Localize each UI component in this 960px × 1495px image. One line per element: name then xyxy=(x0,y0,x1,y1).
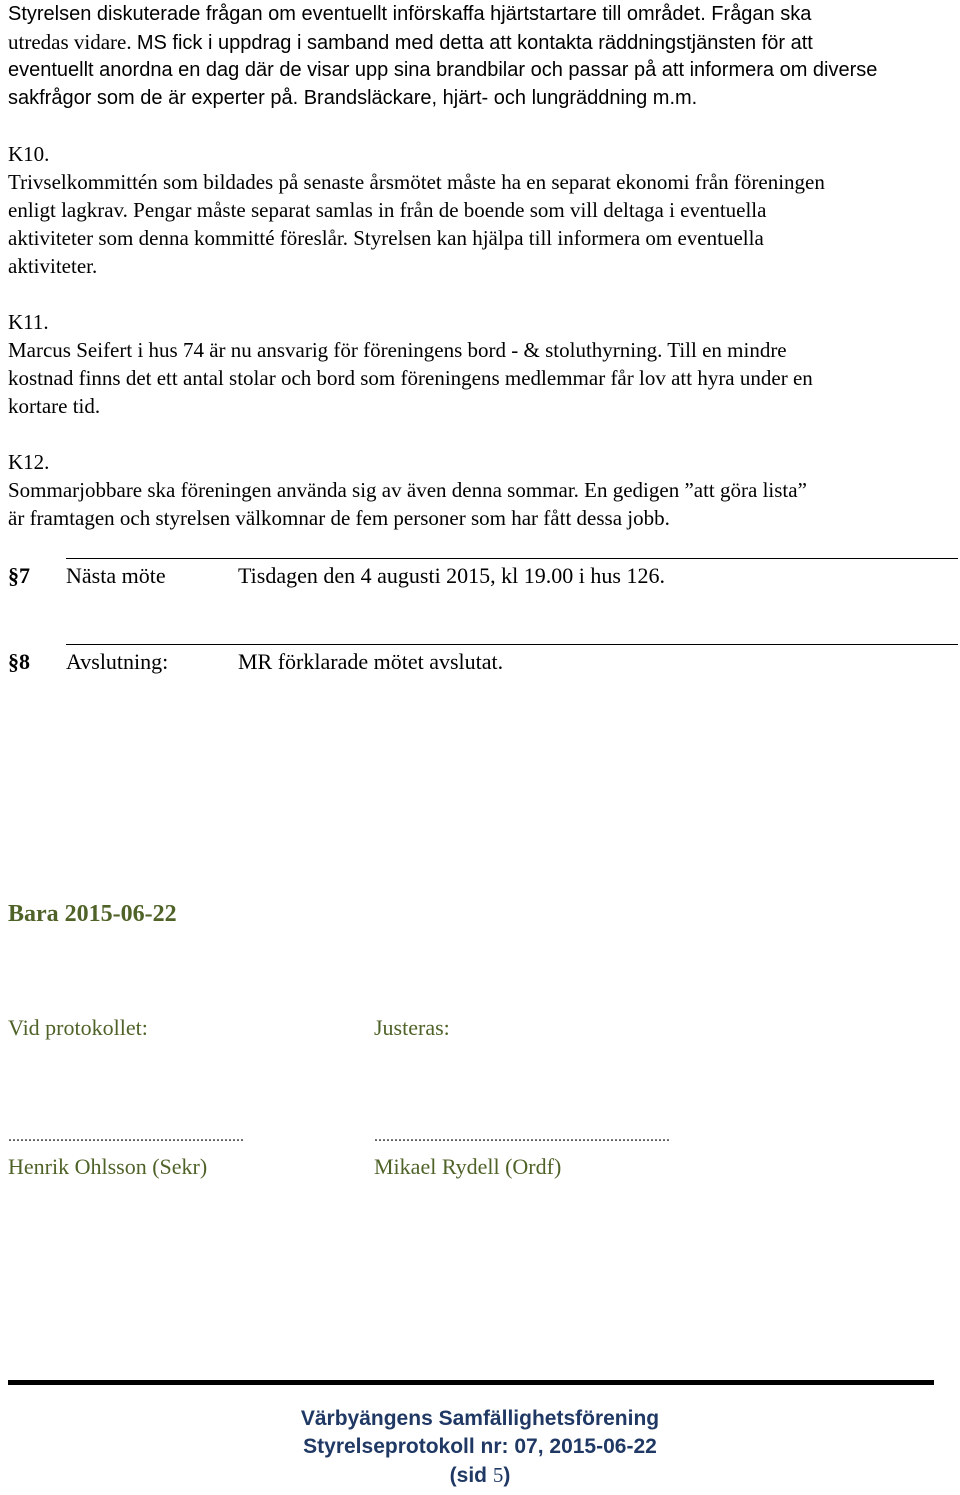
section-symbol: § xyxy=(8,649,19,674)
signature-right-dots: .......................................................................... xyxy=(374,1128,670,1145)
item-label: K10. xyxy=(8,142,50,166)
item-line: är framtagen och styrelsen välkomnar de fem personer som har fått dessa jobb. xyxy=(8,506,670,530)
footer-protocol: Styrelseprotokoll nr: 07, 2015-06-22 xyxy=(303,1435,657,1458)
item-label: K11. xyxy=(8,310,49,334)
section-7-title: Nästa möte xyxy=(66,563,166,588)
section-8-rule xyxy=(66,644,958,645)
section-number: 8 xyxy=(19,649,30,674)
item-line: enligt lagkrav. Pengar måste separat samlas in från de boende som vill deltaga i eventuella xyxy=(8,198,767,222)
footer-page-prefix: (sid xyxy=(449,1464,493,1487)
footer-org: Värbyängens Samfällighetsförening xyxy=(300,1407,660,1430)
signature-right-name: Mikael Rydell (Ordf) xyxy=(374,1154,562,1179)
intro-line-3: eventuellt anordna en dag där de visar upp sina brandbilar och passar på att informera om diverse xyxy=(8,59,878,81)
item-k12 xyxy=(8,448,960,532)
section-symbol: § xyxy=(8,563,19,588)
item-line: aktiviteter. xyxy=(8,254,98,278)
intro-line-4: sakfrågor som de är experter på. Brandsläckare, hjärt- och lungräddning m.m. xyxy=(8,87,698,109)
section-8-text: MR förklarade mötet avslutat. xyxy=(238,649,504,674)
section-number: 7 xyxy=(19,563,30,588)
item-line: Trivselkommittén som bildades på senaste årsmötet måste ha en separat ekonomi från föreningen xyxy=(8,170,825,194)
intro-line-2a: utredas vidare. xyxy=(8,30,132,54)
section-8 xyxy=(8,647,30,677)
item-line: Marcus Seifert i hus 74 är nu ansvarig för föreningens bord - & stoluthyrning. Till en mindre xyxy=(8,338,787,362)
section-7-text: Tisdagen den 4 augusti 2015, kl 19.00 i hus 126. xyxy=(238,563,665,588)
intro-line-1: Styrelsen diskuterade frågan om eventuellt införskaffa hjärtstartare till området. Frågan ska xyxy=(8,3,812,25)
section-7 xyxy=(8,561,30,591)
item-line: Sommarjobbare ska föreningen använda sig av även denna sommar. En gedigen ”att göra lista” xyxy=(8,478,807,502)
item-label: K12. xyxy=(8,450,50,474)
footer-page xyxy=(0,1461,960,1490)
item-k10 xyxy=(8,140,960,280)
signature-left-dots: ........................................................... xyxy=(8,1128,244,1145)
section-7-rule xyxy=(66,558,958,559)
footer xyxy=(0,1405,960,1490)
item-line: aktiviteter som denna kommitté föreslår. Styrelsen kan hjälpa till informera om eventuella xyxy=(8,226,764,250)
footer-page-number: 5 xyxy=(492,1463,504,1487)
intro-paragraph xyxy=(8,0,960,112)
signature-left-heading: Vid protokollet: xyxy=(8,1015,148,1040)
item-k11 xyxy=(8,308,960,420)
place-date: Bara 2015-06-22 xyxy=(8,901,177,927)
item-line: kostnad finns det ett antal stolar och bord som föreningens medlemmar får lov att hyra under en xyxy=(8,366,813,390)
footer-rule xyxy=(8,1380,934,1385)
signature-right-heading: Justeras: xyxy=(374,1015,450,1040)
intro-line-2-row xyxy=(8,28,960,56)
footer-page-suffix: ) xyxy=(503,1464,511,1487)
signature-left-name: Henrik Ohlsson (Sekr) xyxy=(8,1154,208,1179)
intro-line-2b: MS fick i uppdrag i samband med detta att kontakta räddningstjänsten för att xyxy=(136,32,813,54)
section-8-title: Avslutning: xyxy=(66,649,169,674)
item-line: kortare tid. xyxy=(8,394,101,418)
